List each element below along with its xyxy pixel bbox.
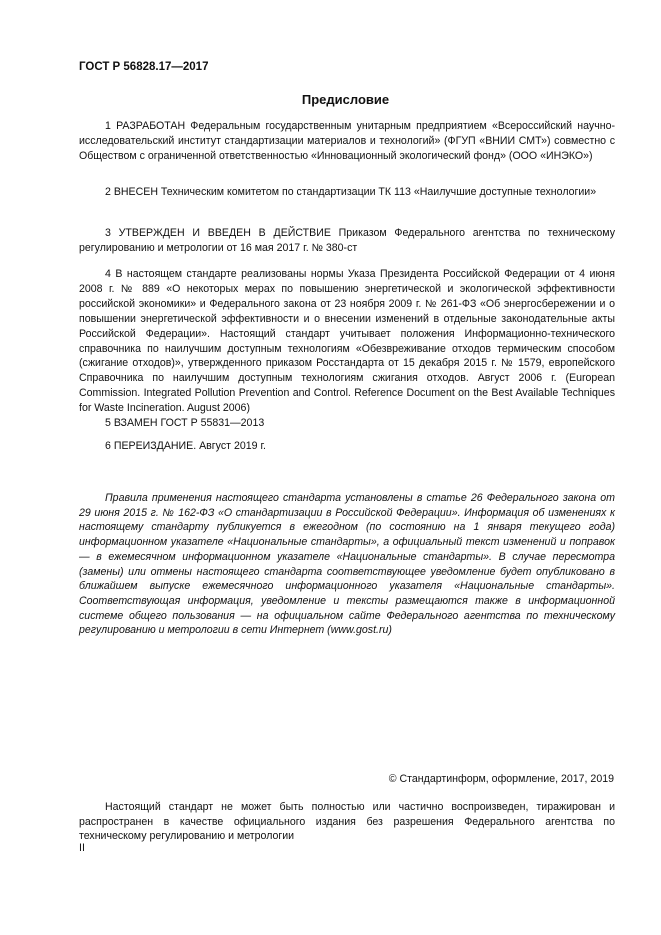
rules-of-application-notice: Правила применения настоящего стандарта установлены в статье 26 Федерального закона от 29 июня 2015 г. № 162-ФЗ «О стандартизации в Российской Федерации». Информация об изменениях к настоящему стандарту публикуется в ежегодном (по состоянию на 1 января текущего года) информационном указателе «Национальные стандарты», а официальный текст изменений и поправок — в ежемесячном информационном указателе «Национальные стандарты». В случае пересмотра (замены) или отмены настоящего стандарта соответствующее уведомление будет опубликовано в ближайшем выпуске ежемесячного информационного указателя «Национальные стандарты». Соответствующая информация, уведомление и тексты размещаются также в информационной системе общего пользования — на официальном сайте Федерального агентства по техническому регулированию и метрологии в сети Интернет (www.gost.ru) (79, 492, 615, 637)
paragraph-approved: 3 УТВЕРЖДЕН И ВВЕДЕН В ДЕЙСТВИЕ Приказом Федерального агентства по техническому регулированию и метрологии от 16 мая 2017 г. № 380-ст (79, 227, 615, 254)
page-title: Предисловие (301, 92, 390, 107)
paragraph-replaces: 5 ВЗАМЕН ГОСТ Р 55831—2013 (105, 417, 265, 429)
document-id-header: ГОСТ Р 56828.17—2017 (79, 61, 209, 73)
paragraph-regulations: 4 В настоящем стандарте реализованы нормы Указа Президента Российской Федерации от 4 июня 2008 г. № 889 «О некоторых мерах по повышению энергетической и экологической эффективности российской экономики» и Федерального закона от 23 ноября 2009 г. № 261-ФЗ «Об энергосбережении и о повышении энергетической эффективности и о внесении изменений в отдельные законодательные акты Российской Федерации». Настоящий стандарт учитывает положения Информационно-технического справочника по наилучшим доступным технологиям «Обезвреживание отходов термическим способом (сжигание отходов)», утвержденного приказом Росстандарта от 15 декабря 2015 г. № 1579, европейского Справочника по наилучшим доступным технологиям сжигания отходов. Август 2006 г. (European Commission. Integrated Pollution Prevention and Control. Reference Document on the Best Available Techniques for Waste Incineration. August 2006) (79, 268, 615, 415)
reproduction-notice: Настоящий стандарт не может быть полностью или частично воспроизведен, тиражирован и распространен в качестве официального издания без разрешения Федерального агентства по техническому регулированию и метрологии (79, 801, 615, 843)
paragraph-developed-by: 1 РАЗРАБОТАН Федеральным государственным унитарным предприятием «Всероссийский научно-исследовательский институт стандартизации материалов и технологий» (ФГУП «ВНИИ СМТ») совместно с Обществом с ограниченной ответственностью «Инновационный экологический фонд» (ООО «ИНЭКО») (79, 120, 615, 162)
paragraph-reissue: 6 ПЕРЕИЗДАНИЕ. Август 2019 г. (105, 440, 266, 452)
paragraph-introduced-by: 2 ВНЕСЕН Техническим комитетом по стандартизации ТК 113 «Наилучшие доступные технологии» (105, 186, 597, 198)
copyright-line: © Стандартинформ, оформление, 2017, 2019 (388, 773, 614, 785)
page-number: II (79, 842, 85, 854)
